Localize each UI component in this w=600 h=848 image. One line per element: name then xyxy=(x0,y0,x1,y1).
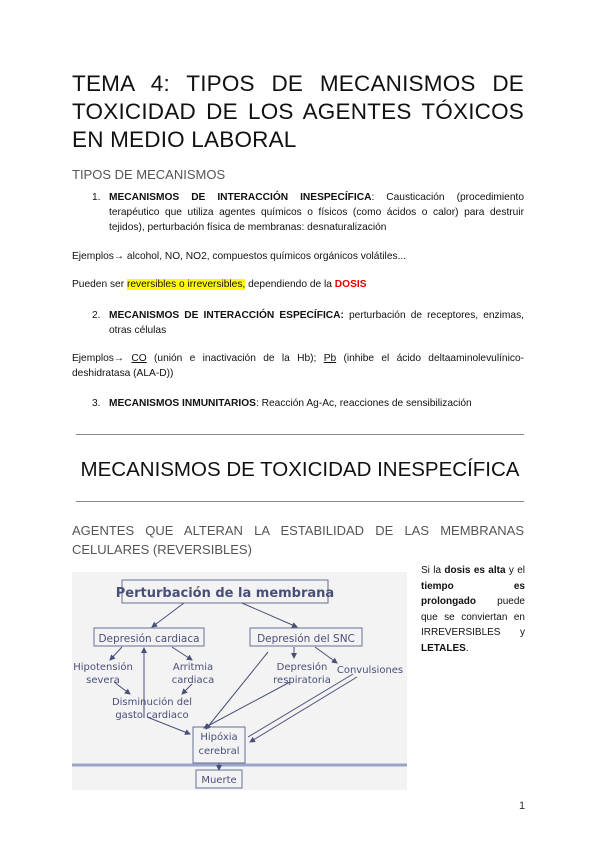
membrane-perturbation-diagram xyxy=(72,572,407,790)
page-number: 1 xyxy=(519,800,526,812)
svg-text:Arritmia: Arritmia xyxy=(172,662,214,673)
list-item-3: 3. MECANISMOS INMUNITARIOS: Reacción Ag-Ac, reacciones de sensibilización xyxy=(92,398,472,409)
examples-line-2: Ejemplos→ CO (unión e inactivación de la Hb); Pb (inhibe el ácido deltaaminolevulínico-deshidratasa (ALA-D)) xyxy=(72,353,525,379)
section-heading-inespecifica: MECANISMOS DE TOXICIDAD INESPECÍFICA xyxy=(80,458,520,481)
svg-text:Convulsiones: Convulsiones xyxy=(336,665,404,676)
highlighted-text: reversibles o irreversibles, xyxy=(126,279,246,290)
svg-text:cerebral: cerebral xyxy=(198,746,240,757)
svg-text:severa: severa xyxy=(86,675,120,686)
subsection-heading-membranas: AGENTES QUE ALTERAN LA ESTABILIDAD DE LAS MEMBRANAS CELULARES (REVERSIBLES) xyxy=(72,523,524,557)
list-item-1: 1. MECANISMOS DE INTERACCIÓN INESPECÍFICA: Causticación (procedimiento terapéutico que utiliza agentes químicos o físicos (como ácidos o calor) para destruir tejidos), perturbación física de membranas: desnaturalización xyxy=(92,192,524,233)
examples-line-1: Ejemplos→ alcohol, NO, NO2, compuestos químicos orgánicos volátiles... xyxy=(72,251,407,262)
page-title: TEMA 4: TIPOS DE MECANISMOS DE TOXICIDAD DE LOS AGENTES TÓXICOS EN MEDIO LABORAL xyxy=(72,71,524,152)
list-item-2: 2. MECANISMOS DE INTERACCIÓN ESPECÍFICA: perturbación de receptores, enzimas, otras células xyxy=(92,310,524,336)
svg-text:Hipóxia: Hipóxia xyxy=(200,732,238,743)
node-root: Perturbación de la membrana xyxy=(115,586,335,601)
svg-text:Depresión: Depresión xyxy=(276,662,328,673)
svg-text:cardiaca: cardiaca xyxy=(171,675,215,686)
divider-top xyxy=(76,434,524,435)
divider-bottom xyxy=(76,501,524,502)
svg-text:respiratoria: respiratoria xyxy=(273,675,331,686)
svg-text:Muerte: Muerte xyxy=(201,775,237,786)
section-heading-tipos: TIPOS DE MECANISMOS xyxy=(72,167,226,182)
dosis-emphasis: DOSIS xyxy=(334,279,367,290)
svg-text:gasto cardiaco: gasto cardiaco xyxy=(115,710,189,721)
reversible-line: Pueden ser reversibles o irreversibles, dependiendo de la DOSIS xyxy=(72,279,367,290)
svg-text:Hipotensión: Hipotensión xyxy=(73,662,133,673)
svg-text:Depresión cardiaca: Depresión cardiaca xyxy=(98,633,200,645)
svg-text:Depresión del SNC: Depresión del SNC xyxy=(257,633,355,645)
svg-text:Disminución del: Disminución del xyxy=(111,697,193,708)
side-note: Si la dosis es alta y el tiempo es prolongado puede que se conviertan en IRREVERSIBLES y LETALES. xyxy=(421,565,526,654)
